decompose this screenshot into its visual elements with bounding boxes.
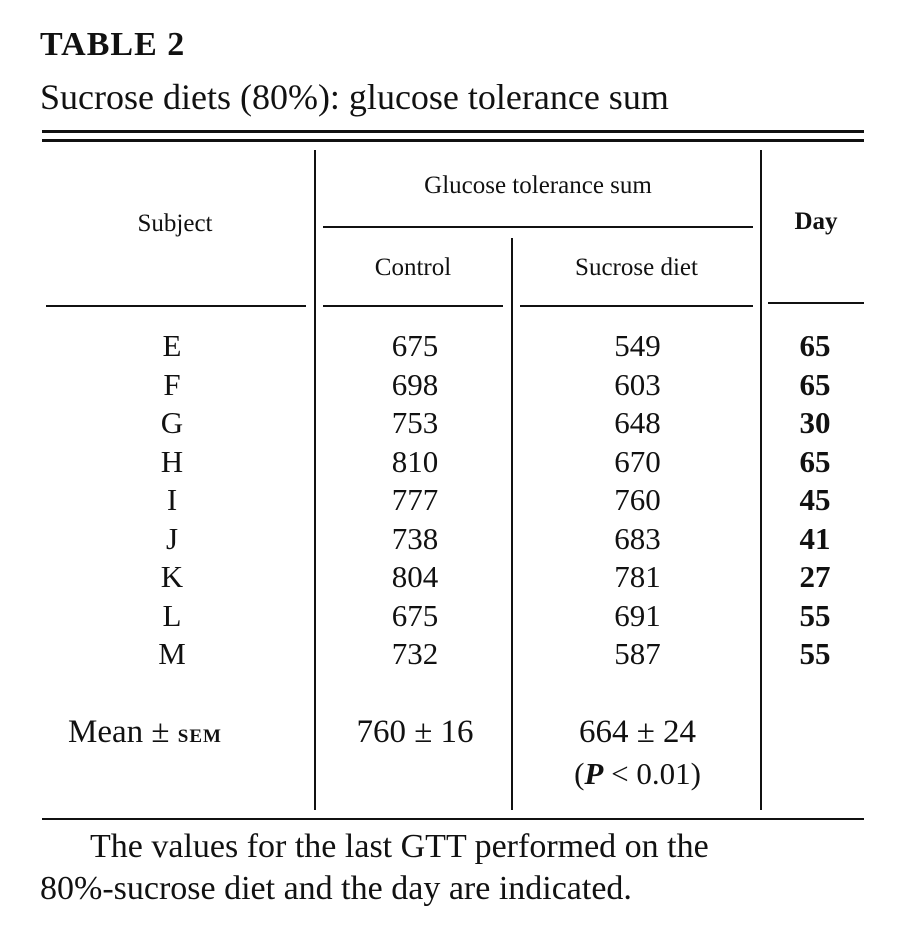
cell-day: 65 xyxy=(799,443,831,479)
table-row xyxy=(0,558,900,597)
cell-sucrose: 648 xyxy=(614,405,661,440)
cell-sucrose: 549 xyxy=(614,328,661,363)
cell-subject: I xyxy=(166,482,178,517)
summary-label-sem: sem xyxy=(177,718,222,748)
table-row xyxy=(0,597,900,636)
table-body xyxy=(0,327,900,674)
table-row xyxy=(0,366,900,405)
header-day: Day xyxy=(794,208,838,235)
summary-label xyxy=(68,714,222,751)
header-sucrose-diet: Sucrose diet xyxy=(575,254,698,281)
header-bottom-rule-day xyxy=(768,302,864,304)
cell-control: 777 xyxy=(391,482,439,517)
cell-control: 804 xyxy=(391,559,439,594)
p-symbol: P xyxy=(584,756,604,791)
cell-sucrose: 781 xyxy=(614,559,661,594)
table-row xyxy=(0,404,900,443)
table-row xyxy=(0,635,900,674)
header-bottom-rule-control xyxy=(323,305,503,307)
cell-subject: J xyxy=(165,520,179,556)
summary-sucrose: 664 ± 24 xyxy=(578,714,697,750)
cell-subject: G xyxy=(160,405,184,440)
cell-control: 698 xyxy=(391,366,439,402)
cell-control: 753 xyxy=(391,405,439,440)
cell-day: 55 xyxy=(799,636,831,671)
header-bottom-rule-subject xyxy=(46,305,306,307)
top-rule-2 xyxy=(42,139,864,142)
cell-sucrose: 603 xyxy=(614,366,661,402)
cell-day: 45 xyxy=(799,482,831,517)
summary-p-value xyxy=(515,756,760,792)
table-label: TABLE 2 xyxy=(40,26,186,63)
cell-sucrose: 760 xyxy=(614,482,661,517)
cell-day: 27 xyxy=(799,559,831,594)
cell-sucrose: 670 xyxy=(614,443,661,479)
cell-subject: K xyxy=(160,559,184,594)
footnote-line-1: The values for the last GTT performed on the xyxy=(90,828,709,865)
cell-sucrose: 691 xyxy=(614,597,661,633)
summary-label-prefix: Mean ± xyxy=(68,714,170,750)
table-row xyxy=(0,443,900,482)
cell-day: 55 xyxy=(799,597,831,633)
cell-subject: E xyxy=(162,328,182,363)
cell-day: 65 xyxy=(799,328,831,363)
cell-day: 41 xyxy=(799,520,831,556)
table-row xyxy=(0,481,900,520)
cell-control: 810 xyxy=(391,443,439,479)
header-glucose-tolerance-sum: Glucose tolerance sum xyxy=(424,172,652,199)
header-control: Control xyxy=(374,254,452,281)
group-header-rule xyxy=(323,226,753,228)
cell-subject: L xyxy=(162,597,182,633)
header-bottom-rule-sucrose xyxy=(520,305,753,307)
cell-day: 65 xyxy=(799,366,831,402)
cell-control: 675 xyxy=(391,328,439,363)
cell-subject: H xyxy=(160,443,184,479)
header-subject: Subject xyxy=(137,210,213,237)
cell-sucrose: 587 xyxy=(614,636,661,671)
cell-control: 732 xyxy=(391,636,439,671)
table-row xyxy=(0,327,900,366)
table-footnote xyxy=(40,826,870,910)
cell-day: 30 xyxy=(799,405,831,440)
cell-control: 675 xyxy=(391,597,439,633)
cell-subject: F xyxy=(163,366,181,402)
table-row xyxy=(0,520,900,559)
table-bottom-rule xyxy=(42,818,864,820)
top-rule-1 xyxy=(42,130,864,133)
summary-control: 760 ± 16 xyxy=(356,714,474,750)
cell-subject: M xyxy=(158,636,186,671)
p-rest: < 0.01) xyxy=(603,756,701,791)
table-caption: Sucrose diets (80%): glucose tolerance sum xyxy=(40,77,669,117)
footnote-line-2: 80%-sucrose diet and the day are indicated. xyxy=(40,870,632,907)
p-open: ( xyxy=(574,756,585,791)
cell-sucrose: 683 xyxy=(614,520,661,556)
cell-control: 738 xyxy=(391,520,439,556)
